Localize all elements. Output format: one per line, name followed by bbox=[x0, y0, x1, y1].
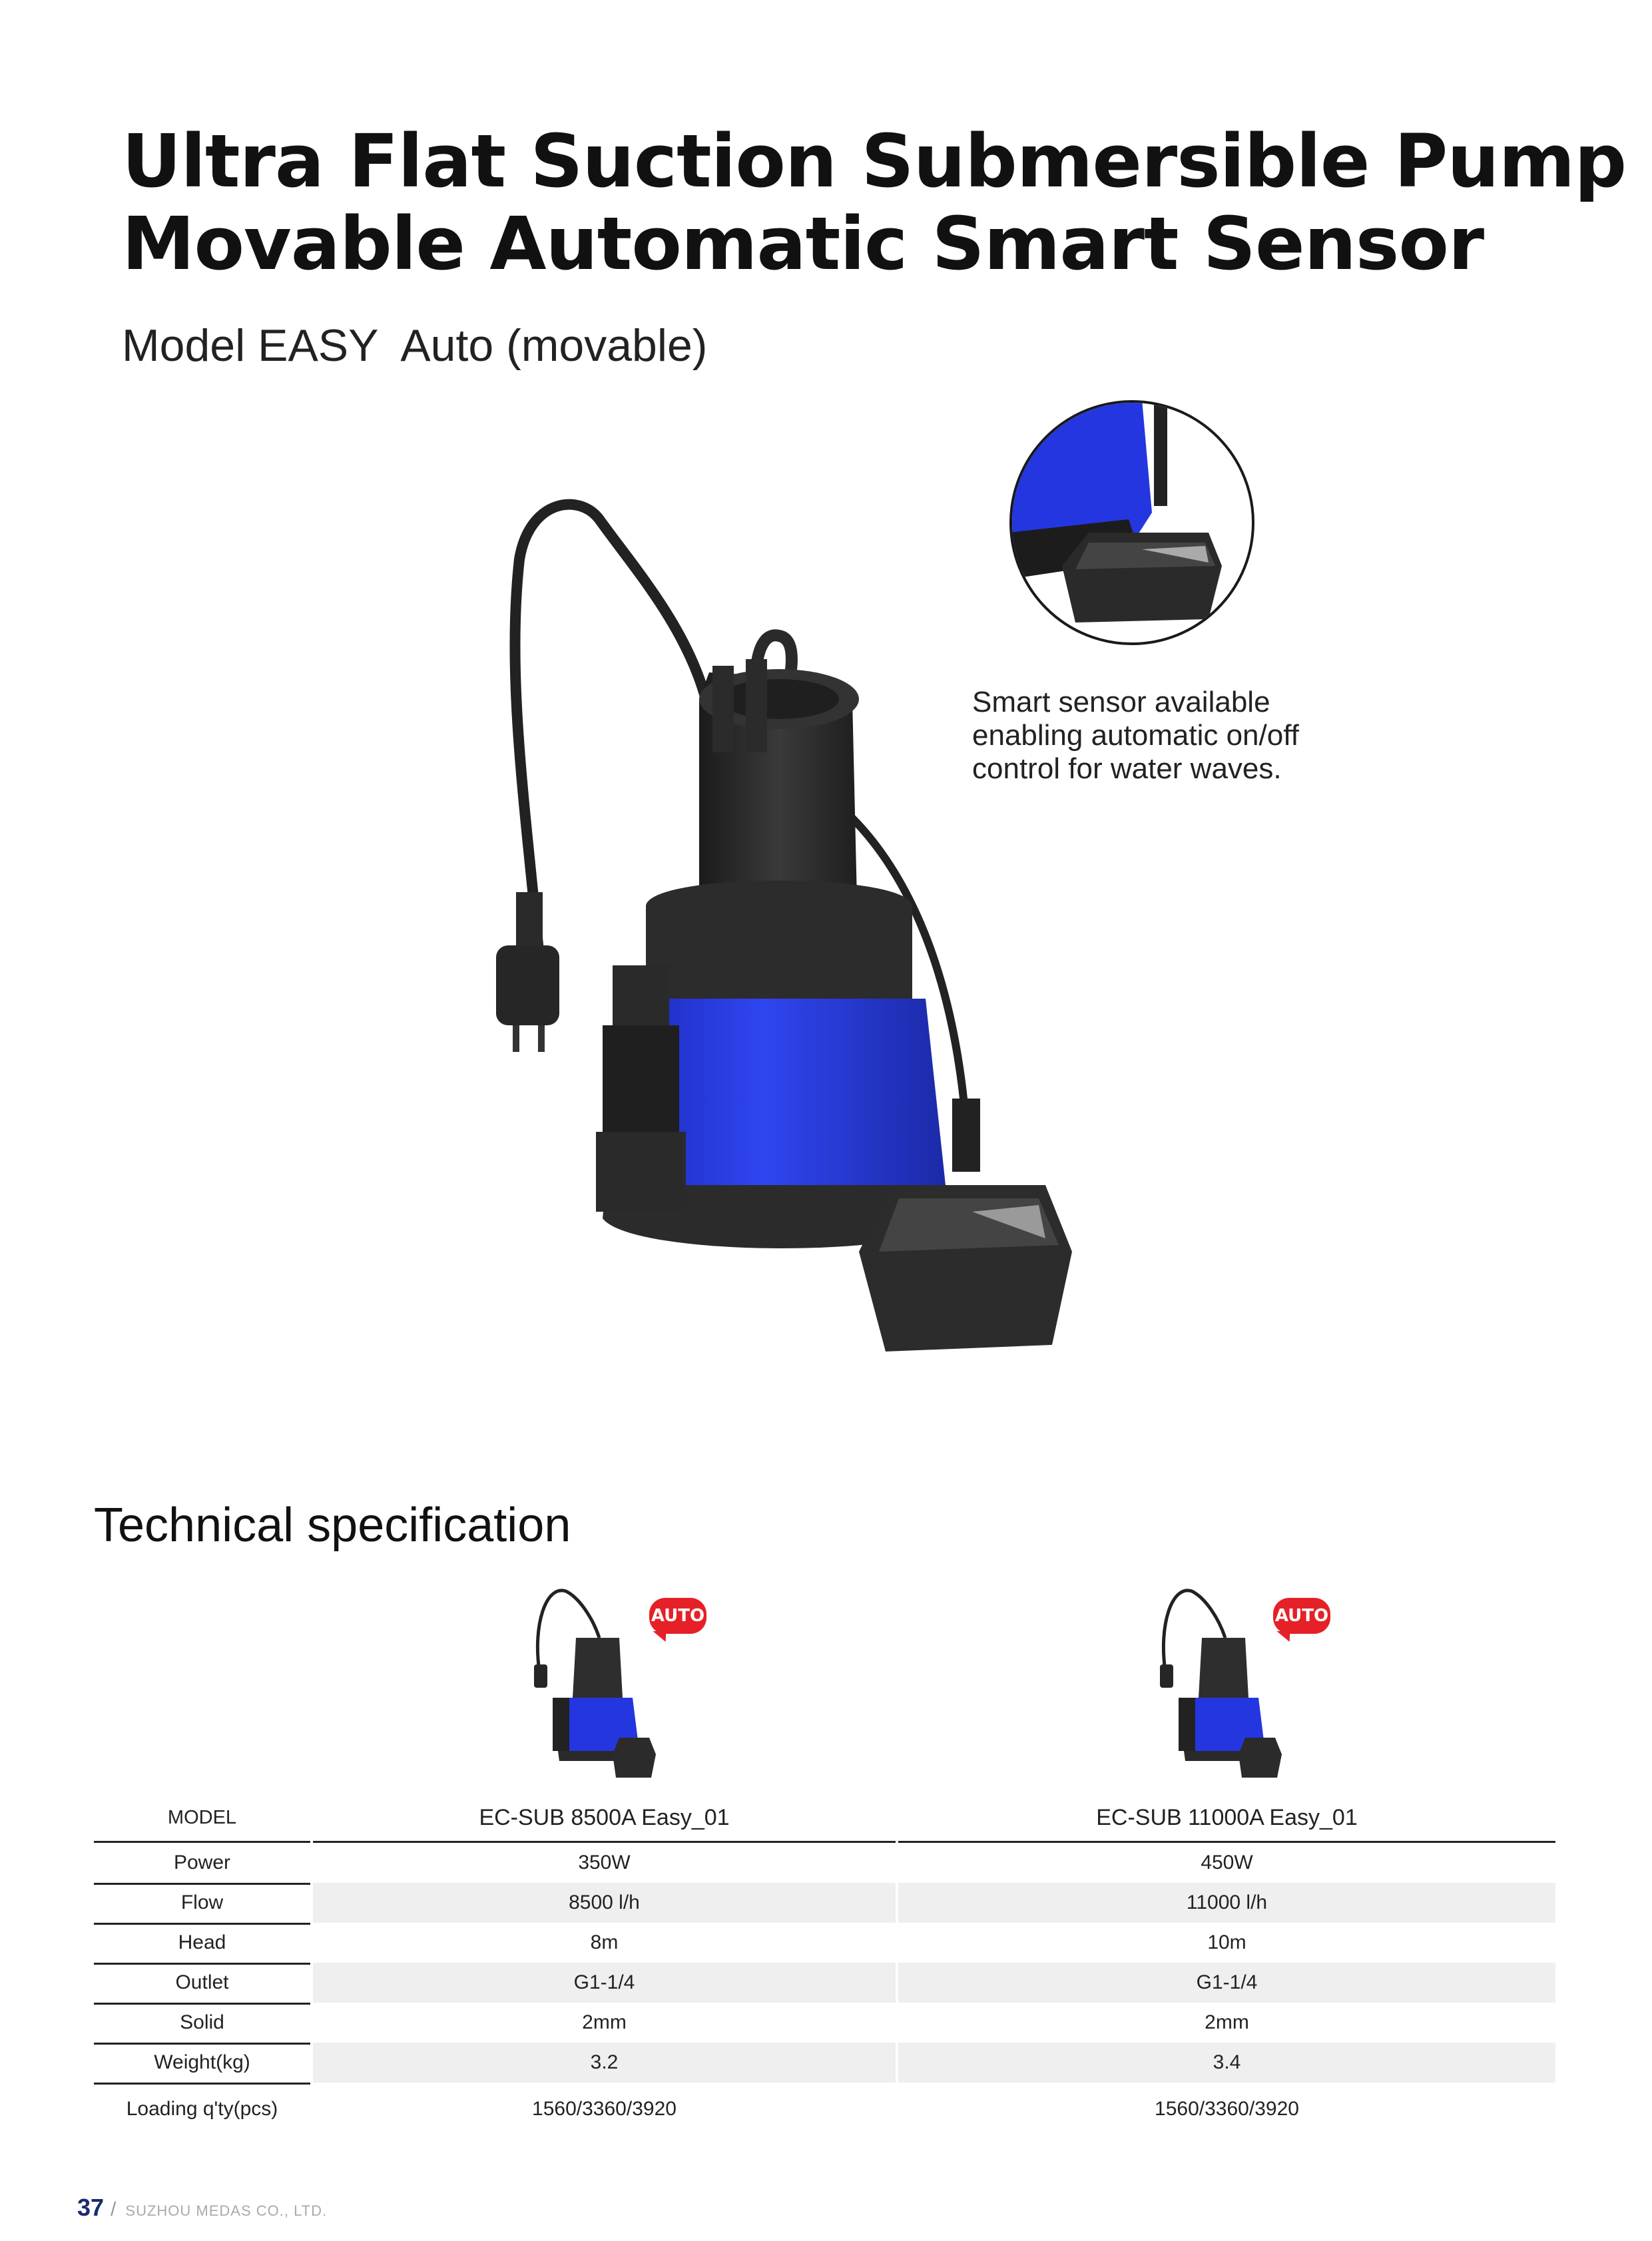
model-a-name: EC-SUB 8500A Easy_01 bbox=[479, 1804, 730, 1830]
row-value: 3.2 bbox=[313, 2043, 896, 2083]
footer-separator: / bbox=[111, 2198, 117, 2220]
title-line-2: Movable Automatic Smart Sensor bbox=[122, 201, 1484, 286]
model-subtitle: Model EASY Auto (movable) bbox=[122, 320, 708, 371]
row-value: 10m bbox=[1207, 1931, 1246, 1953]
row-value: 3.4 bbox=[898, 2043, 1555, 2083]
table-row bbox=[94, 2003, 1555, 2043]
row-value: 1560/3360/3920 bbox=[532, 2098, 677, 2120]
pump-hero-image bbox=[466, 479, 1079, 1438]
title-line-1: Ultra Flat Suction Submersible Pump bbox=[122, 119, 1627, 204]
auto-badge-1: AUTO bbox=[649, 1598, 706, 1634]
header-label: MODEL bbox=[167, 1806, 237, 1828]
callout-line-1: Smart sensor available bbox=[972, 686, 1270, 718]
table-row bbox=[94, 1963, 1555, 2003]
sensor-callout bbox=[972, 686, 1299, 786]
auto-badge-2: AUTO bbox=[1273, 1598, 1330, 1634]
row-label-weight: Weight(kg) bbox=[154, 2051, 250, 2073]
table-row bbox=[94, 2043, 1555, 2083]
row-label-outlet: Outlet bbox=[175, 1971, 229, 1993]
row-label-flow: Flow bbox=[180, 1891, 224, 1913]
row-value: 1560/3360/3920 bbox=[1155, 2098, 1299, 2120]
company-name: SUZHOU MEDAS CO., LTD. bbox=[125, 2202, 328, 2219]
row-value: 2mm bbox=[1205, 2011, 1249, 2033]
pump-thumbnail-1 bbox=[526, 1585, 659, 1784]
row-value: G1-1/4 bbox=[898, 1963, 1555, 2003]
row-label-power: Power bbox=[173, 1852, 231, 1873]
table-row bbox=[94, 1843, 1555, 1883]
specs-title: Technical specification bbox=[94, 1499, 571, 1552]
row-value: 350W bbox=[578, 1852, 631, 1873]
row-label-solid: Solid bbox=[180, 2011, 224, 2033]
table-row bbox=[94, 1883, 1555, 1923]
row-value: G1-1/4 bbox=[313, 1963, 896, 2003]
sensor-detail-image bbox=[1009, 399, 1255, 646]
table-header-row bbox=[94, 1794, 1555, 1841]
row-value: 2mm bbox=[582, 2011, 627, 2033]
callout-line-2: enabling automatic on/off bbox=[972, 719, 1299, 752]
row-value: 450W bbox=[1201, 1852, 1253, 1873]
row-label-head: Head bbox=[178, 1931, 226, 1953]
page-number: 37 bbox=[77, 2194, 105, 2221]
page-footer bbox=[77, 2194, 327, 2222]
row-value: 8m bbox=[590, 1931, 619, 1953]
callout-line-3: control for water waves. bbox=[972, 752, 1282, 785]
table-row bbox=[94, 1923, 1555, 1963]
pump-thumbnail-2 bbox=[1152, 1585, 1285, 1784]
spec-table bbox=[94, 1794, 1555, 2136]
row-value: 8500 l/h bbox=[313, 1883, 896, 1923]
row-label-loading: Loading q'ty(pcs) bbox=[126, 2098, 278, 2120]
page-title bbox=[122, 120, 1626, 285]
row-value: 11000 l/h bbox=[898, 1883, 1555, 1923]
model-b-name: EC-SUB 11000A Easy_01 bbox=[1096, 1804, 1358, 1830]
table-row bbox=[94, 2083, 1555, 2136]
